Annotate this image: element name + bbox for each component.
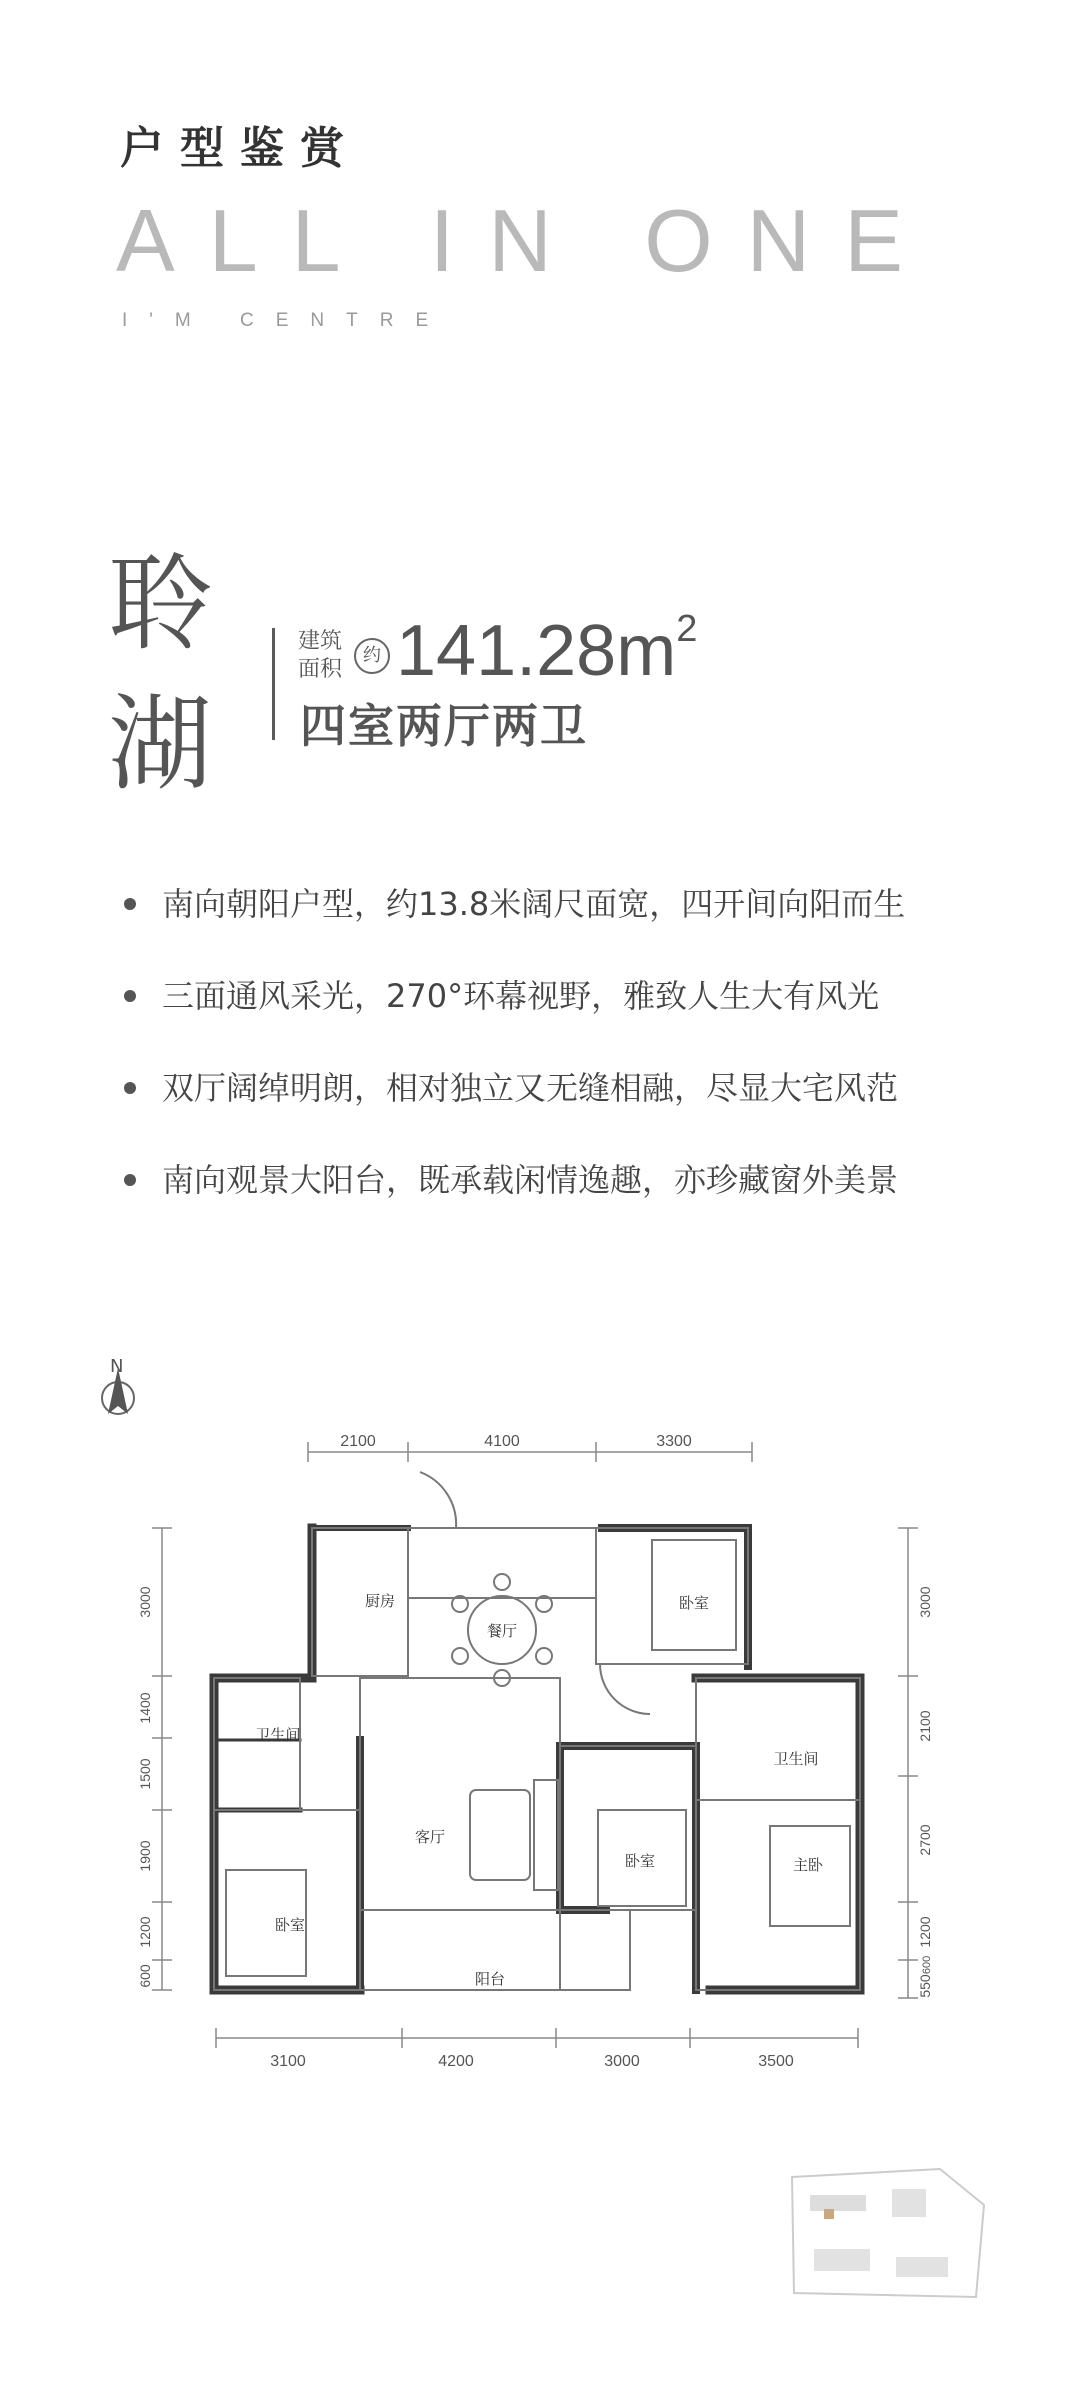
dim-right-4: 1200 bbox=[917, 1916, 933, 1948]
dim-bottom-2: 4200 bbox=[438, 2053, 474, 2070]
room-bedroom-ne: 卧室 bbox=[678, 1594, 710, 1612]
feature-text: 南向朝阳户型，约13.8米阔尺面宽，四开间向阳而生 bbox=[162, 885, 906, 923]
feature-item bbox=[120, 880, 905, 972]
room-bedroom-sw: 卧室 bbox=[274, 1916, 306, 1934]
bullet-icon bbox=[124, 1082, 136, 1094]
dim-bottom-4: 3500 bbox=[758, 2053, 794, 2070]
room-balcony: 阳台 bbox=[474, 1970, 506, 1988]
unit-name-char-2: 湖 bbox=[108, 683, 213, 805]
feature-item bbox=[120, 1064, 905, 1156]
area-approx-badge: 约 bbox=[354, 638, 390, 674]
dim-top-3: 3300 bbox=[656, 1433, 692, 1450]
room-master: 主卧 bbox=[792, 1856, 824, 1874]
room-living: 客厅 bbox=[414, 1828, 446, 1846]
dim-left-5: 1200 bbox=[137, 1916, 153, 1948]
page-subtitle: I'M CENTRE bbox=[122, 310, 451, 331]
dim-left-2: 1400 bbox=[137, 1692, 153, 1724]
area-unit: m bbox=[616, 611, 677, 691]
dim-right-1: 3000 bbox=[917, 1586, 933, 1618]
dim-top-2: 4100 bbox=[484, 1433, 520, 1450]
bullet-icon bbox=[124, 898, 136, 910]
dim-top-1: 2100 bbox=[340, 1433, 376, 1450]
site-map-thumbnail bbox=[780, 2165, 990, 2305]
north-arrow-icon bbox=[96, 1358, 140, 1424]
dim-left-4: 1900 bbox=[137, 1840, 153, 1872]
page-heading-english: ALL IN ONE bbox=[116, 191, 937, 290]
area-unit-sup: 2 bbox=[676, 608, 698, 650]
feature-item bbox=[120, 1156, 905, 1248]
dim-left-6: 600 bbox=[137, 1964, 153, 1988]
area-label: 建筑面积 bbox=[298, 629, 343, 682]
feature-text: 三面通风采光，270°环幕视野，雅致人生大有风光 bbox=[162, 977, 880, 1015]
dim-bottom-1: 3100 bbox=[270, 2053, 306, 2070]
feature-text: 双厅阔绰明朗，相对独立又无缝相融，尽显大宅风范 bbox=[162, 1069, 899, 1107]
room-kitchen: 厨房 bbox=[364, 1592, 396, 1610]
unit-name-char-1: 聆 bbox=[108, 543, 213, 665]
floor-plan bbox=[0, 1430, 1080, 2130]
compass-label: N bbox=[110, 1356, 124, 1377]
dim-left-1: 3000 bbox=[137, 1586, 153, 1618]
dim-right-2: 2100 bbox=[917, 1710, 933, 1742]
dim-right-5: 550 bbox=[917, 1974, 933, 1998]
bullet-icon bbox=[124, 1174, 136, 1186]
layout-type: 四室两厅两卫 bbox=[300, 699, 588, 753]
feature-list bbox=[120, 880, 905, 1248]
page-heading: 户型鉴赏 bbox=[120, 123, 360, 174]
name-divider bbox=[272, 628, 275, 740]
room-bath-e: 卫生间 bbox=[773, 1750, 819, 1768]
room-dining: 餐厅 bbox=[486, 1622, 518, 1640]
dim-right-6: 600 bbox=[921, 1955, 933, 1975]
room-bath-w: 卫生间 bbox=[255, 1726, 301, 1744]
dim-bottom-3: 3000 bbox=[604, 2053, 640, 2070]
feature-item bbox=[120, 972, 905, 1064]
area-number: 141.28 bbox=[396, 611, 617, 691]
feature-text: 南向观景大阳台，既承载闲情逸趣，亦珍藏窗外美景 bbox=[162, 1161, 899, 1199]
room-bedroom-mid: 卧室 bbox=[624, 1852, 656, 1870]
dim-right-3: 2700 bbox=[917, 1824, 933, 1856]
dim-left-3: 1500 bbox=[137, 1758, 153, 1790]
bullet-icon bbox=[124, 990, 136, 1002]
area-value bbox=[396, 608, 697, 692]
